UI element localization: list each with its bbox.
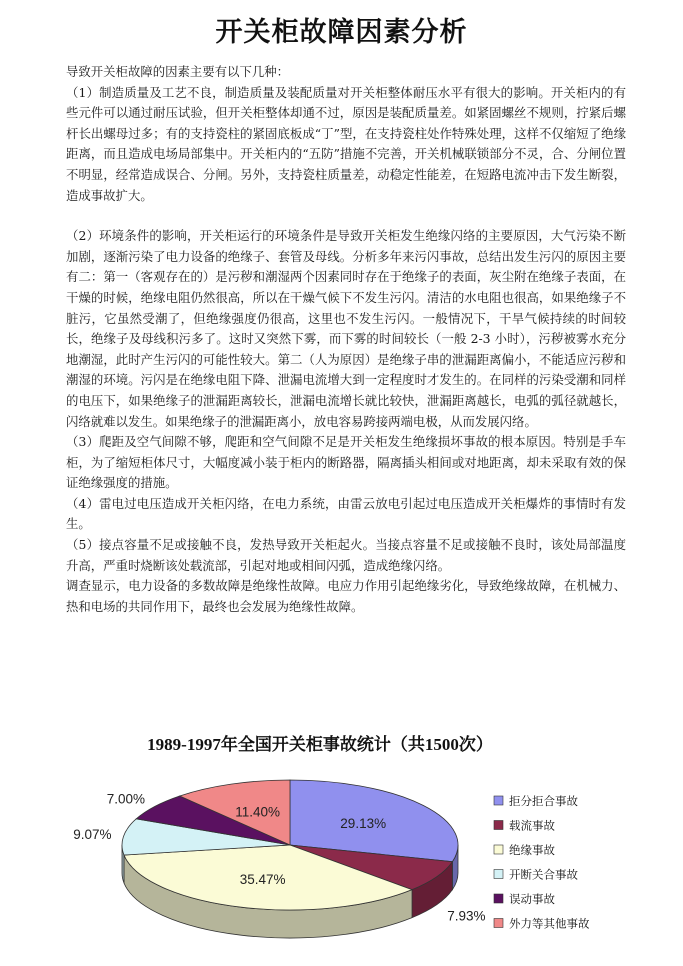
pie-label-4: 7.00%	[106, 791, 145, 807]
page-title: 开关柜故障因素分析	[215, 17, 468, 48]
chart-title: 1989-1997年全国开关柜事故统计（共1500次）	[147, 735, 493, 754]
legend-label-1: 载流事故	[509, 818, 555, 833]
legend-label-4: 误动事故	[509, 892, 555, 906]
document-body	[66, 62, 626, 617]
chart-legend	[494, 794, 590, 931]
legend-swatch-4	[494, 894, 503, 903]
cause-4-paragraph: （4）雷电过电压造成开关柜闪络，在电力系统，由雷云放电引起过电压造成开关柜爆炸的事情时有发生。	[66, 495, 626, 532]
pie-label-3: 9.07%	[73, 827, 112, 842]
cause-3-paragraph: （3）爬距及空气间隙不够，爬距和空气间隙不足是开关柜发生绝缘损坏事故的根本原因。特别是手车柜，为了缩短柜体尺寸，大幅度减小装于柜内的断路器，隔离插头相间或对地距离，却未采取有效的保证绝缘强度的措施。	[66, 434, 626, 491]
legend-label-3: 开断关合事故	[509, 867, 578, 882]
pie-label-0: 29.13%	[340, 816, 387, 832]
legend-swatch-5	[494, 919, 503, 928]
legend-label-2: 绝缘事故	[509, 843, 555, 857]
pie-label-2: 35.47%	[239, 872, 286, 888]
cause-5-paragraph: （5）接点容量不足或接触不良，发热导致开关柜起火。当接点容量不足或接触不良时，该处局部温度升高，严重时烧断该处载流部，引起对地或相间闪弧，造成绝缘闪络。	[66, 537, 626, 573]
legend-swatch-1	[494, 821, 503, 830]
pie-label-5: 11.40%	[235, 804, 280, 820]
legend-label-0: 拒分拒合事故	[509, 794, 578, 808]
accident-pie-chart	[0, 720, 683, 966]
conclusion-paragraph: 调查显示，电力设备的多数故障是绝缘性故障。电应力作用引起绝缘劣化，导致绝缘故障，在机械力、热和电场的共同作用下，最终也会发展为绝缘性故障。	[66, 578, 626, 614]
cause-2-paragraph: （2）环境条件的影响，开关柜运行的环境条件是导致开关柜发生绝缘闪络的主要原因，大气污染不断加剧，逐渐污染了电力设备的绝缘子、套管及母线。分析多年来污闪事故，总结出发生污闪的原因主要有二：第一（客观存在的）是污秽和潮湿两个因素同时存在于绝缘子的表面，灰尘附在绝缘子表面，在干燥的时候，绝缘电阻仍然很高，所以在干燥气候下不发生污闪。清洁的水电阻也很高，如果绝缘子不脏污，它虽然受潮了，但绝缘强度仍很高，这里也不发生污闪。一般情况下，干旱气候持续的时间较长，绝缘子及母线积污多了。这时又突然下雾，而下雾的时间较长（一般 2-3 小时），污秽被雾水充分地潮湿，此时产生污闪的可能性较大。第二（人为原因）是绝缘子串的泄漏距离偏小，不能适应污秽和潮湿的环境。污闪是在绝缘电阻下降、泄漏电流增大到一定程度时才发生的。在同样的污染受潮和同样的电压下，如果绝缘子的泄漏距离较长，泄漏电流增长就比较快，泄漏距离越长，电弧的弧径就越长，闪络就难以发生。如果绝缘子的泄漏距离小，放电容易跨接两端电极，从而发展闪络。	[66, 228, 626, 429]
intro-paragraph: 导致开关柜故障的因素主要有以下几种：	[66, 64, 290, 79]
legend-swatch-0	[494, 796, 503, 805]
cause-1-paragraph: （1）制造质量及工艺不良，制造质量及装配质量对开关柜整体耐压水平有很大的影响。开关柜内的有些元件可以通过耐压试验，但开关柜整体却通不过，原因是装配质量差。如紧固螺丝不规则，拧紧后螺杆长出螺母过多；有的支持瓷柱的紧固底板成“丁”型，在支持瓷柱处作特殊处理，这样不仅缩短了绝缘距离，而且造成电场局部集中。开关柜内的“五防”措施不完善，开关机械联锁部分不灵，合、分闸位置不明显，经常造成误合、分闸。另外，支持瓷柱质量差，动稳定性能差，在短路电流冲击下发生断裂，造成事故扩大。	[66, 84, 626, 203]
pie-label-1: 7.93%	[447, 908, 486, 924]
legend-swatch-3	[494, 870, 503, 879]
legend-swatch-2	[494, 845, 503, 854]
legend-label-5: 外力等其他事故	[509, 916, 590, 931]
